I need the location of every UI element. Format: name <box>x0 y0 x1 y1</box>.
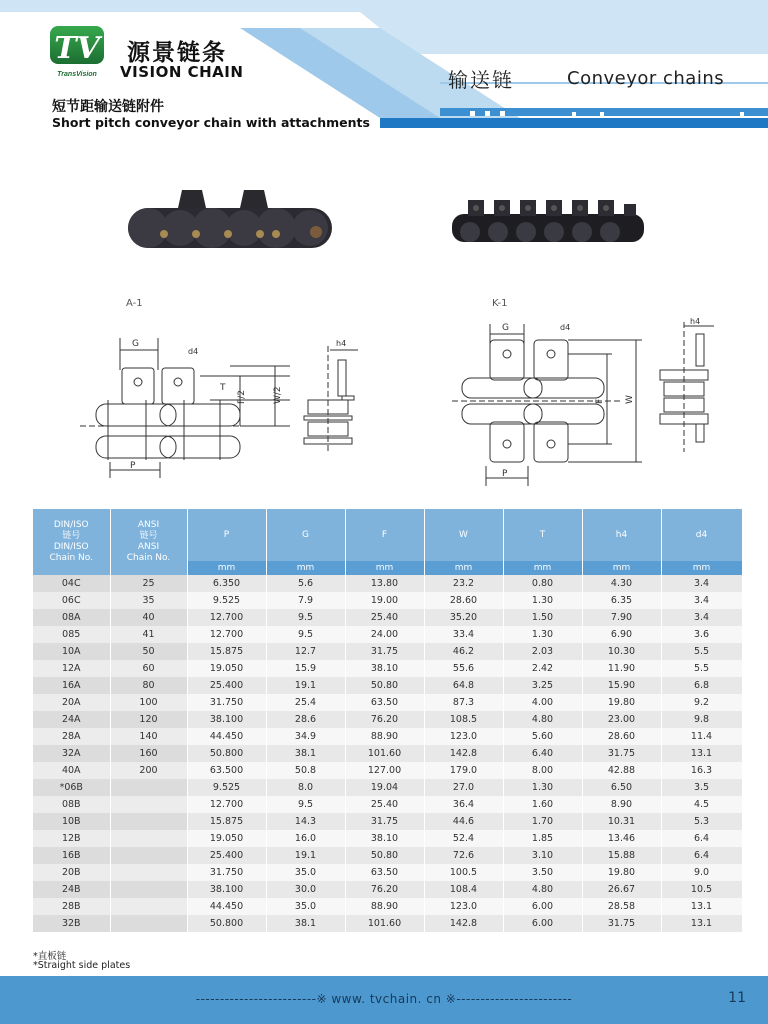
table-cell: 6.350 <box>187 575 266 592</box>
table-cell: 76.20 <box>345 711 424 728</box>
table-cell: 15.90 <box>582 677 661 694</box>
dim-label-g: G <box>132 339 139 349</box>
table-cell: 31.75 <box>345 643 424 660</box>
table-cell: 15.9 <box>266 660 345 677</box>
table-cell: 3.4 <box>661 575 742 592</box>
table-cell: 108.5 <box>424 711 503 728</box>
table-cell: 6.40 <box>503 745 582 762</box>
table-cell: 9.2 <box>661 694 742 711</box>
page-header <box>0 0 768 140</box>
table-cell: 9.5 <box>266 796 345 813</box>
table-cell: 127.00 <box>345 762 424 779</box>
table-cell: 100.5 <box>424 864 503 881</box>
dim-label-w: W <box>625 395 635 404</box>
diagram-a1 <box>80 320 390 480</box>
table-cell: 50.8 <box>266 762 345 779</box>
table-cell: 123.0 <box>424 898 503 915</box>
dim-label-t: T <box>220 383 226 393</box>
header-d4: d4 <box>661 509 742 561</box>
table-cell: 28.60 <box>424 592 503 609</box>
table-cell: 085 <box>33 626 110 643</box>
table-cell: 50.800 <box>187 915 266 932</box>
header-w: W <box>424 509 503 561</box>
table-cell: 25.40 <box>345 609 424 626</box>
table-cell: 24A <box>33 711 110 728</box>
brand-name-cn: 源景链条 <box>127 40 227 66</box>
table-cell: 4.80 <box>503 711 582 728</box>
table-row <box>33 796 742 813</box>
diagram-k1-title: K-1 <box>492 298 508 309</box>
table-cell: 13.1 <box>661 898 742 915</box>
table-cell: 33.4 <box>424 626 503 643</box>
table-cell: 08A <box>33 609 110 626</box>
table-cell: 10B <box>33 813 110 830</box>
table-cell: 13.80 <box>345 575 424 592</box>
footer-url: -------------------------※ www. tvchain. cn ※------------------------ <box>195 992 573 1006</box>
table-cell: 16.3 <box>661 762 742 779</box>
dim-label-h4: h4 <box>690 317 701 326</box>
table-row <box>33 677 742 694</box>
header-f: F <box>345 509 424 561</box>
table-cell: 28.60 <box>582 728 661 745</box>
table-cell: 3.4 <box>661 609 742 626</box>
header-din: DIN/ISO 链号 DIN/ISO Chain No. <box>33 509 110 575</box>
table-cell: 46.2 <box>424 643 503 660</box>
table-cell: 9.5 <box>266 626 345 643</box>
table-cell: 19.80 <box>582 694 661 711</box>
header-p: P <box>187 509 266 561</box>
table-cell: 44.450 <box>187 898 266 915</box>
table-cell: 50.80 <box>345 677 424 694</box>
table-cell: 5.60 <box>503 728 582 745</box>
logo-icon <box>48 24 108 80</box>
header-g: G <box>266 509 345 561</box>
unit-w: mm <box>424 561 503 575</box>
table-cell: 4.30 <box>582 575 661 592</box>
table-cell: 19.050 <box>187 660 266 677</box>
table-cell: 20B <box>33 864 110 881</box>
table-cell: 2.03 <box>503 643 582 660</box>
table-cell: 3.4 <box>661 592 742 609</box>
table-cell: 44.450 <box>187 728 266 745</box>
table-cell: 38.1 <box>266 745 345 762</box>
spec-table <box>33 509 743 932</box>
dim-label-p: P <box>502 469 508 479</box>
table-cell: 8.00 <box>503 762 582 779</box>
table-cell: 1.70 <box>503 813 582 830</box>
table-cell: 34.9 <box>266 728 345 745</box>
table-cell: 24B <box>33 881 110 898</box>
table-cell: 41 <box>110 626 187 643</box>
table-cell: 13.46 <box>582 830 661 847</box>
table-cell: 10.31 <box>582 813 661 830</box>
table-row <box>33 643 742 660</box>
table-cell: 63.50 <box>345 864 424 881</box>
table-cell: 5.5 <box>661 660 742 677</box>
subtitle-cn: 短节距输送链附件 <box>52 99 164 115</box>
diagram-a1-title: A-1 <box>126 298 143 309</box>
table-cell: 200 <box>110 762 187 779</box>
table-cell: 20A <box>33 694 110 711</box>
table-cell: 28A <box>33 728 110 745</box>
table-row <box>33 728 742 745</box>
table-cell: 64.8 <box>424 677 503 694</box>
table-cell: 9.525 <box>187 592 266 609</box>
table-cell: 23.2 <box>424 575 503 592</box>
table-cell: *06B <box>33 779 110 796</box>
logo-mark: TV <box>54 31 100 66</box>
table-cell: 3.5 <box>661 779 742 796</box>
table-cell <box>110 898 187 915</box>
table-cell <box>110 830 187 847</box>
dim-label-w2: W/2 <box>273 386 283 404</box>
table-cell: 55.6 <box>424 660 503 677</box>
dim-label-f: F <box>595 398 605 404</box>
unit-t: mm <box>503 561 582 575</box>
table-cell: 19.1 <box>266 847 345 864</box>
table-cell: 31.75 <box>582 745 661 762</box>
table-cell: 179.0 <box>424 762 503 779</box>
table-cell <box>110 847 187 864</box>
header-t: T <box>503 509 582 561</box>
spec-table-body <box>33 575 742 932</box>
table-cell: 25.4 <box>266 694 345 711</box>
table-cell: 28.6 <box>266 711 345 728</box>
table-cell: 5.6 <box>266 575 345 592</box>
table-cell: 1.30 <box>503 592 582 609</box>
table-cell: 31.75 <box>582 915 661 932</box>
table-cell: 60 <box>110 660 187 677</box>
table-cell: 13.1 <box>661 745 742 762</box>
table-cell: 9.5 <box>266 609 345 626</box>
table-row <box>33 592 742 609</box>
table-cell: 25.400 <box>187 847 266 864</box>
table-cell: 0.80 <box>503 575 582 592</box>
table-cell: 25.400 <box>187 677 266 694</box>
table-cell: 63.50 <box>345 694 424 711</box>
dim-label-f2: F/2 <box>237 390 247 404</box>
table-cell: 6.90 <box>582 626 661 643</box>
table-cell: 142.8 <box>424 915 503 932</box>
diagram-k1 <box>452 312 742 496</box>
table-cell: 10.5 <box>661 881 742 898</box>
table-cell: 35.0 <box>266 898 345 915</box>
table-cell: 23.00 <box>582 711 661 728</box>
header-ansi: ANSI 链号 ANSI Chain No. <box>110 509 187 575</box>
table-cell: 76.20 <box>345 881 424 898</box>
table-row <box>33 660 742 677</box>
table-cell: 7.9 <box>266 592 345 609</box>
table-cell: 3.6 <box>661 626 742 643</box>
dim-label-g: G <box>502 323 509 333</box>
table-cell: 28B <box>33 898 110 915</box>
table-cell: 11.4 <box>661 728 742 745</box>
table-cell: 19.050 <box>187 830 266 847</box>
table-cell <box>110 864 187 881</box>
table-cell: 87.3 <box>424 694 503 711</box>
dim-label-d4: d4 <box>188 347 199 356</box>
table-cell: 9.8 <box>661 711 742 728</box>
table-cell: 142.8 <box>424 745 503 762</box>
table-row <box>33 609 742 626</box>
table-cell: 31.750 <box>187 864 266 881</box>
table-cell: 42.88 <box>582 762 661 779</box>
logo-small-text: TransVision <box>57 71 97 78</box>
table-row <box>33 881 742 898</box>
table-cell: 38.1 <box>266 915 345 932</box>
table-cell <box>110 915 187 932</box>
table-row <box>33 864 742 881</box>
note-en: *Straight side plates <box>33 960 131 971</box>
table-cell: 11.90 <box>582 660 661 677</box>
unit-f: mm <box>345 561 424 575</box>
table-cell: 160 <box>110 745 187 762</box>
table-cell: 12A <box>33 660 110 677</box>
unit-h4: mm <box>582 561 661 575</box>
table-cell <box>110 796 187 813</box>
table-cell: 123.0 <box>424 728 503 745</box>
brand-name-en: VISION CHAIN <box>120 63 244 81</box>
table-cell: 1.30 <box>503 626 582 643</box>
section-title-cn: 输送链 <box>448 68 514 92</box>
table-cell: 6.35 <box>582 592 661 609</box>
table-cell: 100 <box>110 694 187 711</box>
table-row <box>33 745 742 762</box>
table-row <box>33 762 742 779</box>
page-footer <box>0 976 768 1024</box>
table-cell: 27.0 <box>424 779 503 796</box>
dim-label-h4: h4 <box>336 339 347 348</box>
table-cell: 40A <box>33 762 110 779</box>
table-cell: 6.00 <box>503 898 582 915</box>
table-row <box>33 847 742 864</box>
table-cell: 6.00 <box>503 915 582 932</box>
table-cell: 10A <box>33 643 110 660</box>
table-cell: 12.700 <box>187 796 266 813</box>
table-row <box>33 830 742 847</box>
table-cell: 06C <box>33 592 110 609</box>
dim-label-p: P <box>130 461 136 471</box>
section-title-en: Conveyor chains <box>567 68 725 89</box>
chain-photo-k1 <box>448 196 648 256</box>
table-cell: 40 <box>110 609 187 626</box>
table-cell: 3.50 <box>503 864 582 881</box>
table-cell: 3.10 <box>503 847 582 864</box>
table-cell: 50.80 <box>345 847 424 864</box>
table-cell: 63.500 <box>187 762 266 779</box>
table-cell: 16A <box>33 677 110 694</box>
table-cell: 16B <box>33 847 110 864</box>
table-cell: 12B <box>33 830 110 847</box>
table-cell: 8.90 <box>582 796 661 813</box>
table-cell: 101.60 <box>345 915 424 932</box>
table-cell: 7.90 <box>582 609 661 626</box>
table-row <box>33 779 742 796</box>
table-cell: 88.90 <box>345 728 424 745</box>
table-cell: 30.0 <box>266 881 345 898</box>
table-cell: 72.6 <box>424 847 503 864</box>
chain-photo-a1 <box>120 184 340 264</box>
table-cell: 5.5 <box>661 643 742 660</box>
table-row <box>33 813 742 830</box>
table-cell: 9.525 <box>187 779 266 796</box>
unit-d4: mm <box>661 561 742 575</box>
table-row <box>33 711 742 728</box>
table-cell: 44.6 <box>424 813 503 830</box>
table-cell: 15.88 <box>582 847 661 864</box>
table-cell: 13.1 <box>661 915 742 932</box>
table-cell: 6.8 <box>661 677 742 694</box>
dim-label-d4: d4 <box>560 323 571 332</box>
table-cell: 6.50 <box>582 779 661 796</box>
table-cell: 15.875 <box>187 813 266 830</box>
table-cell: 2.42 <box>503 660 582 677</box>
table-row <box>33 626 742 643</box>
table-cell: 101.60 <box>345 745 424 762</box>
table-cell: 9.0 <box>661 864 742 881</box>
table-cell: 04C <box>33 575 110 592</box>
table-cell: 50 <box>110 643 187 660</box>
table-cell: 36.4 <box>424 796 503 813</box>
table-cell: 35 <box>110 592 187 609</box>
header-h4: h4 <box>582 509 661 561</box>
table-cell: 19.1 <box>266 677 345 694</box>
table-cell: 1.50 <box>503 609 582 626</box>
table-row <box>33 694 742 711</box>
table-cell: 38.10 <box>345 830 424 847</box>
table-cell: 32B <box>33 915 110 932</box>
table-cell: 12.7 <box>266 643 345 660</box>
table-cell: 19.00 <box>345 592 424 609</box>
table-cell: 19.04 <box>345 779 424 796</box>
table-cell: 12.700 <box>187 609 266 626</box>
note-cn: *直板链 <box>33 951 67 962</box>
table-cell: 50.800 <box>187 745 266 762</box>
table-cell: 38.10 <box>345 660 424 677</box>
table-cell: 24.00 <box>345 626 424 643</box>
table-cell: 1.30 <box>503 779 582 796</box>
table-cell: 28.58 <box>582 898 661 915</box>
table-cell: 4.80 <box>503 881 582 898</box>
page-number: 11 <box>728 990 746 1006</box>
table-cell <box>110 813 187 830</box>
table-cell <box>110 779 187 796</box>
table-cell: 31.75 <box>345 813 424 830</box>
unit-p: mm <box>187 561 266 575</box>
table-cell: 3.25 <box>503 677 582 694</box>
table-cell: 10.30 <box>582 643 661 660</box>
table-cell: 08B <box>33 796 110 813</box>
table-cell: 16.0 <box>266 830 345 847</box>
table-cell: 88.90 <box>345 898 424 915</box>
table-cell: 26.67 <box>582 881 661 898</box>
table-row <box>33 575 742 592</box>
table-cell: 120 <box>110 711 187 728</box>
table-cell: 38.100 <box>187 711 266 728</box>
table-cell: 1.85 <box>503 830 582 847</box>
table-cell: 35.0 <box>266 864 345 881</box>
table-cell: 8.0 <box>266 779 345 796</box>
table-cell: 140 <box>110 728 187 745</box>
table-row <box>33 915 742 932</box>
table-cell: 35.20 <box>424 609 503 626</box>
table-cell: 108.4 <box>424 881 503 898</box>
table-row <box>33 898 742 915</box>
table-cell: 32A <box>33 745 110 762</box>
table-cell: 52.4 <box>424 830 503 847</box>
subtitle-en: Short pitch conveyor chain with attachments <box>52 115 370 130</box>
table-cell <box>110 881 187 898</box>
table-cell: 6.4 <box>661 847 742 864</box>
table-cell: 1.60 <box>503 796 582 813</box>
table-cell: 38.100 <box>187 881 266 898</box>
table-cell: 12.700 <box>187 626 266 643</box>
table-cell: 4.5 <box>661 796 742 813</box>
table-cell: 80 <box>110 677 187 694</box>
table-cell: 4.00 <box>503 694 582 711</box>
table-cell: 14.3 <box>266 813 345 830</box>
table-cell: 25 <box>110 575 187 592</box>
unit-g: mm <box>266 561 345 575</box>
table-cell: 5.3 <box>661 813 742 830</box>
table-cell: 15.875 <box>187 643 266 660</box>
table-cell: 25.40 <box>345 796 424 813</box>
table-cell: 19.80 <box>582 864 661 881</box>
table-cell: 31.750 <box>187 694 266 711</box>
table-cell: 6.4 <box>661 830 742 847</box>
